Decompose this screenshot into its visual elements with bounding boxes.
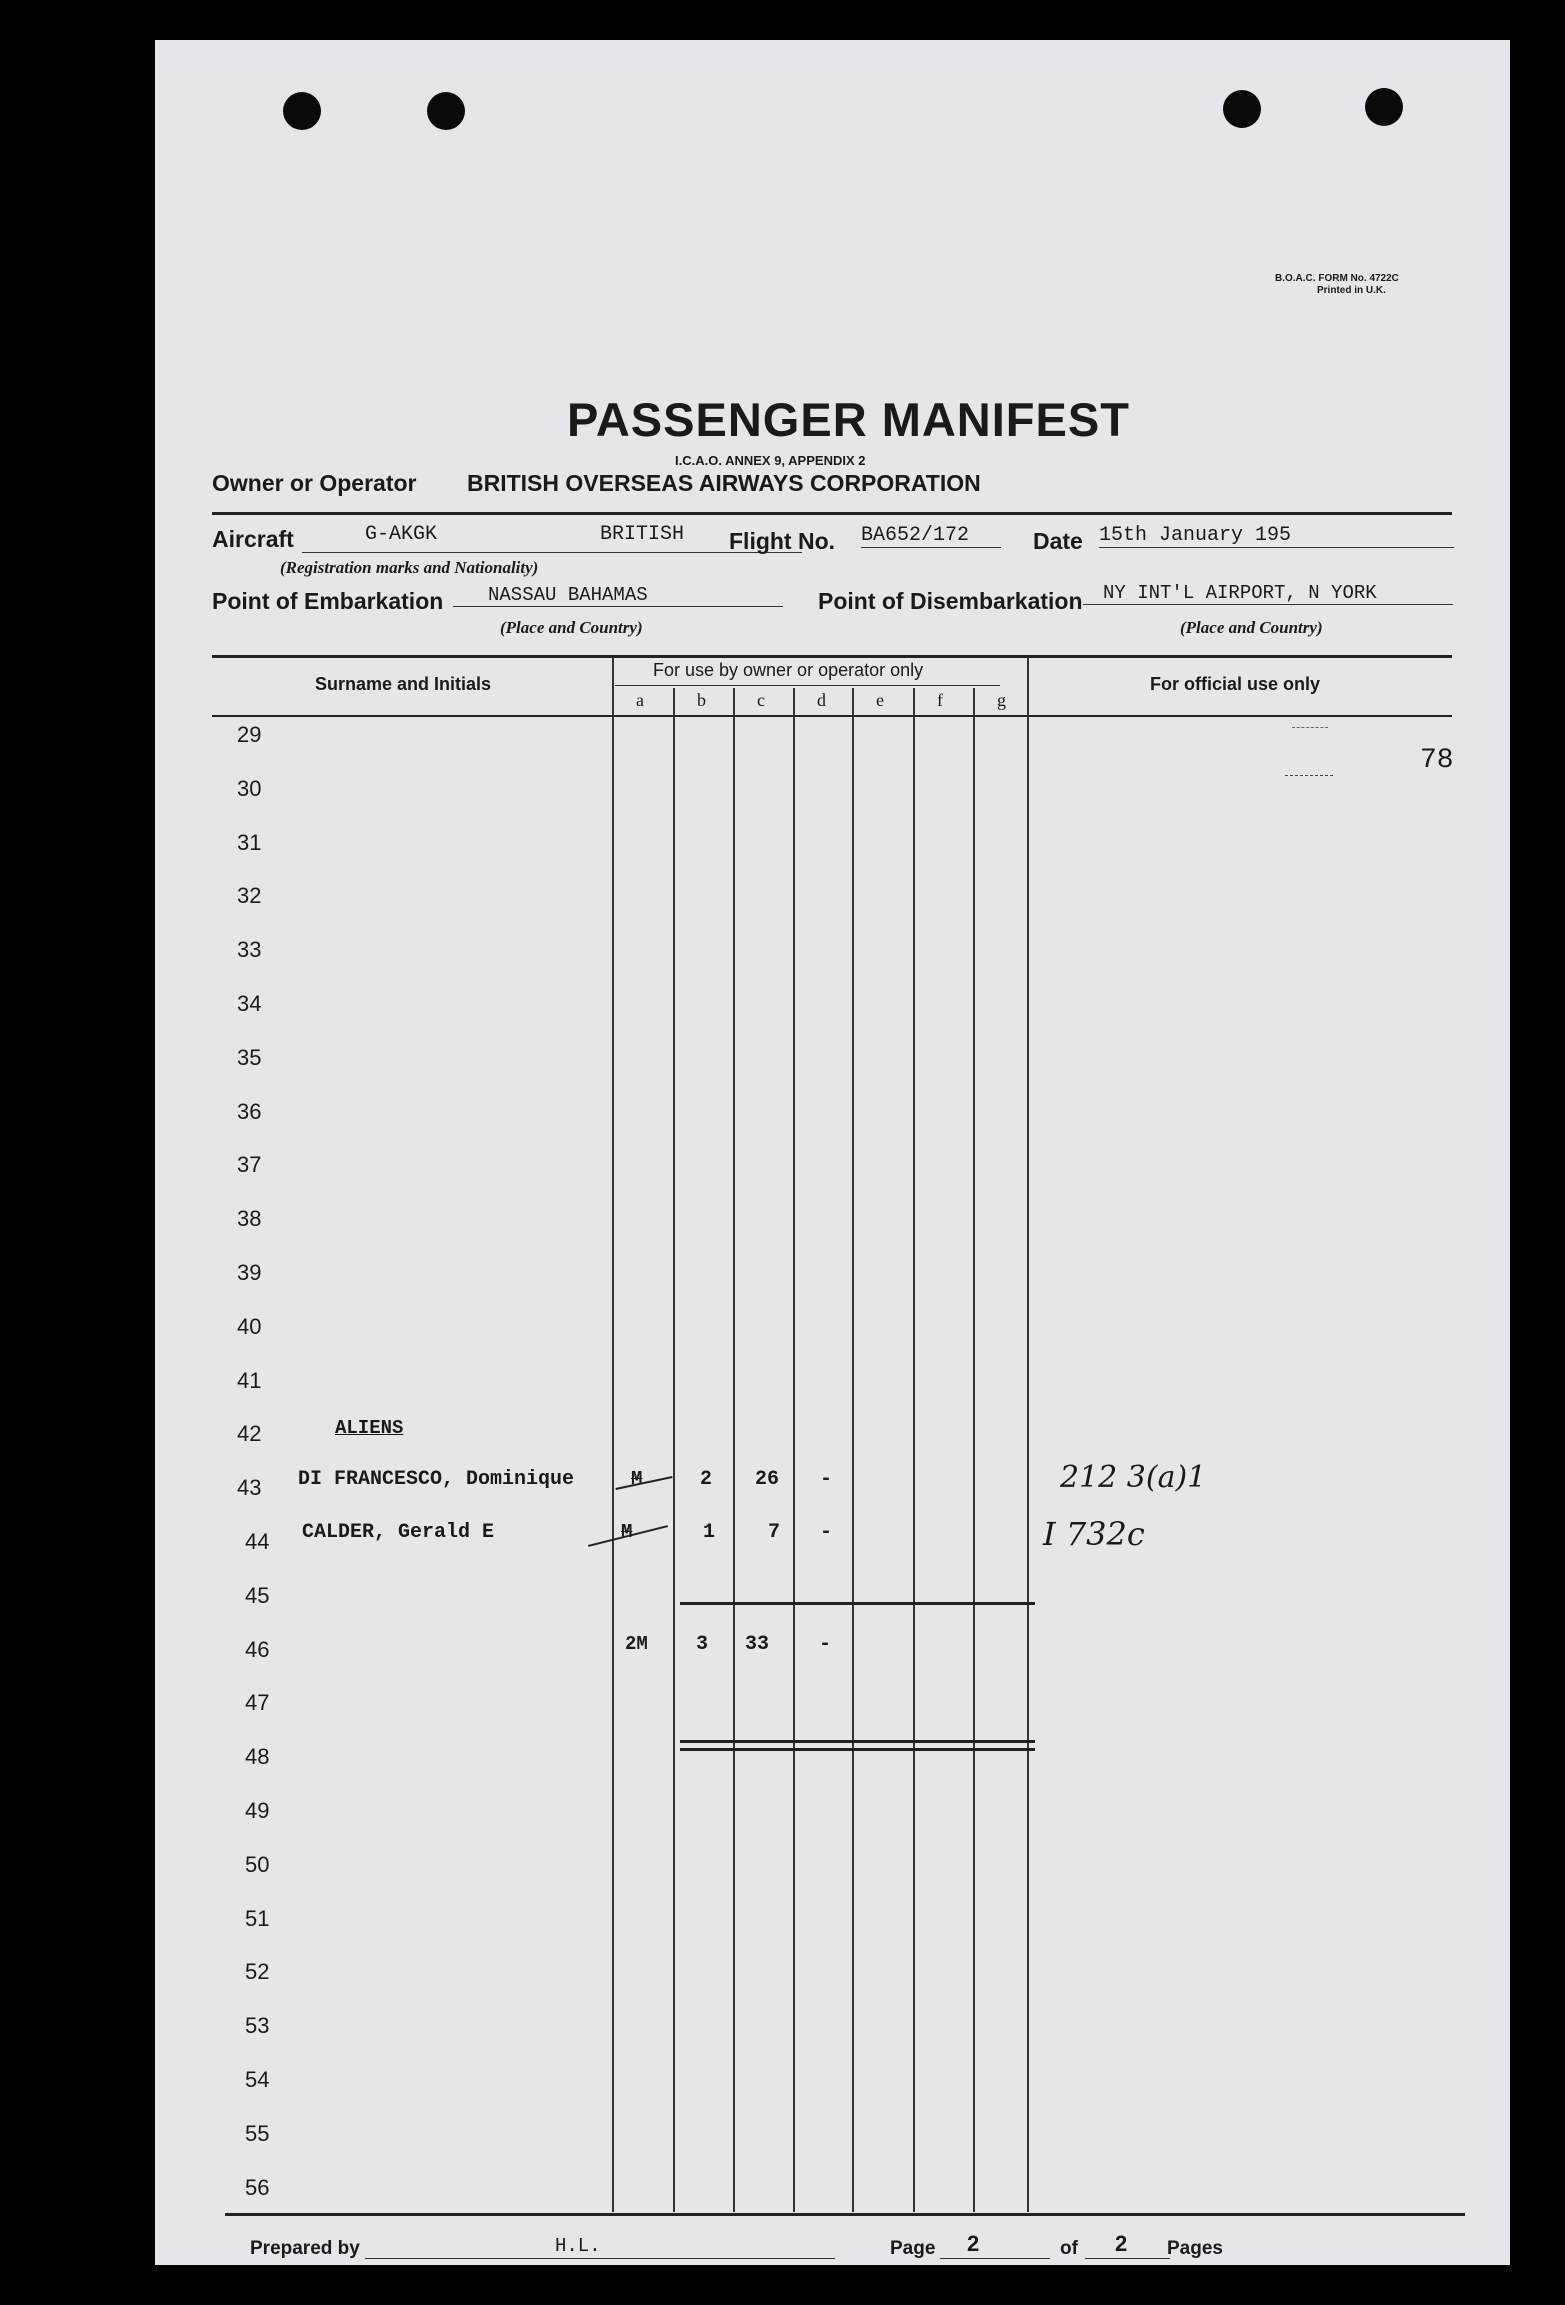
totals-top-line — [680, 1602, 1035, 1605]
column-line — [733, 688, 735, 2212]
row-number: 51 — [245, 1906, 270, 1931]
passenger-name: DI FRANCESCO, Dominique — [298, 1468, 575, 1491]
header-operator: For use by owner or operator only — [653, 660, 924, 680]
row-number: 33 — [237, 937, 262, 962]
column-letter: e — [876, 690, 884, 710]
disembarkation-label: Point of Disembarkation — [818, 588, 1083, 614]
aircraft-label: Aircraft — [212, 526, 294, 552]
row-number: 32 — [237, 883, 262, 908]
flight-label: Flight No. — [729, 528, 836, 554]
page-value: 2 — [967, 2231, 980, 2256]
table-bottom-border — [225, 2213, 1465, 2216]
column-line — [973, 688, 975, 2212]
row-number: 56 — [245, 2175, 270, 2200]
row-number: 41 — [237, 1368, 262, 1393]
passenger-col-d: - — [820, 1468, 833, 1491]
date-value: 15th January 195 — [1099, 524, 1454, 548]
column-letter: a — [636, 690, 644, 710]
total-sex: 2M — [625, 1633, 648, 1655]
column-line — [673, 688, 675, 2212]
row-number: 50 — [245, 1852, 270, 1877]
total-adult-count: 3 — [696, 1633, 709, 1656]
printed-note: Printed in U.K. — [1317, 285, 1386, 296]
prepared-line — [365, 2258, 835, 2259]
row-number: 38 — [237, 1206, 262, 1231]
column-letter: f — [937, 690, 943, 710]
prepared-value: H.L. — [555, 2235, 601, 2257]
official-dash — [1292, 727, 1328, 728]
row-number: 48 — [245, 1744, 270, 1769]
totals-double-line — [680, 1748, 1035, 1751]
passenger-adult-count: 1 — [703, 1521, 716, 1544]
column-line — [793, 688, 795, 2212]
pages-line — [1085, 2258, 1170, 2259]
header-bottom-border — [212, 715, 1452, 717]
passenger-name: CALDER, Gerald E — [302, 1521, 495, 1544]
aircraft-nationality: BRITISH — [600, 523, 685, 546]
aircraft-caption: (Registration marks and Nationality) — [280, 558, 539, 577]
column-line — [913, 688, 915, 2212]
row-number: 55 — [245, 2121, 270, 2146]
total-bag-weight: 33 — [745, 1633, 770, 1656]
column-letter: d — [817, 690, 826, 710]
row-number: 43 — [237, 1475, 262, 1500]
passenger-sex: M — [631, 1468, 643, 1490]
manifest-page — [155, 40, 1510, 2265]
page-title: PASSENGER MANIFEST — [567, 393, 1130, 446]
totals-double-line — [680, 1740, 1035, 1743]
row-number: 49 — [245, 1798, 270, 1823]
passenger-bag-weight: 7 — [768, 1521, 781, 1544]
header-name: Surname and Initials — [315, 674, 492, 694]
row-number: 53 — [245, 2013, 270, 2038]
column-line — [852, 688, 854, 2212]
page-subtitle: I.C.A.O. ANNEX 9, APPENDIX 2 — [675, 453, 866, 468]
form-number: B.O.A.C. FORM No. 4722C — [1275, 273, 1399, 284]
row-number: 45 — [245, 1583, 270, 1608]
pages-value: 2 — [1115, 2231, 1128, 2256]
strike-mark — [615, 1476, 672, 1490]
column-letter: b — [697, 690, 706, 710]
embarkation-caption: (Place and Country) — [500, 618, 643, 637]
passenger-bag-weight: 26 — [755, 1468, 780, 1491]
punch-hole — [427, 92, 465, 130]
embarkation-label: Point of Embarkation — [212, 588, 444, 614]
row-number: 39 — [237, 1260, 262, 1285]
row-number: 46 — [245, 1637, 270, 1662]
row-number: 37 — [237, 1152, 262, 1177]
punch-hole — [283, 92, 321, 130]
passenger-adult-count: 2 — [700, 1468, 713, 1491]
row-number: 29 — [237, 722, 262, 747]
owner-value: BRITISH OVERSEAS AIRWAYS CORPORATION — [467, 470, 981, 496]
owner-label: Owner or Operator — [212, 470, 417, 496]
row-number: 47 — [245, 1690, 270, 1715]
passenger-official-note: I 732c — [1043, 1515, 1145, 1553]
table-top-border — [212, 655, 1452, 658]
row-number: 35 — [237, 1045, 262, 1070]
punch-hole — [1365, 88, 1403, 126]
column-letter: g — [997, 690, 1006, 710]
disembarkation-value: NY INT'L AIRPORT, N YORK — [1083, 582, 1453, 605]
passenger-official-note: 212 3(a)1 — [1060, 1460, 1207, 1495]
of-label: of — [1060, 2238, 1078, 2259]
divider — [212, 512, 1452, 515]
total-col-d: - — [819, 1633, 832, 1656]
row-number: 36 — [237, 1099, 262, 1124]
row-number: 34 — [237, 991, 262, 1016]
row-number: 54 — [245, 2067, 270, 2092]
official-dash — [1285, 775, 1333, 776]
flight-value: BA652/172 — [861, 524, 1001, 548]
disembarkation-caption: (Place and Country) — [1180, 618, 1323, 637]
punch-hole — [1223, 90, 1261, 128]
aircraft-registration: G-AKGK — [365, 523, 438, 546]
aircraft-line — [302, 552, 802, 553]
page-line — [940, 2258, 1050, 2259]
row-number: 40 — [237, 1314, 262, 1339]
pages-label: Pages — [1167, 2238, 1223, 2259]
row-number: 44 — [245, 1529, 270, 1554]
row-number: 30 — [237, 776, 262, 801]
page-label: Page — [890, 2238, 936, 2259]
header-operator-underline — [615, 685, 1000, 686]
column-line — [612, 657, 614, 2212]
row-number: 52 — [245, 1959, 270, 1984]
passenger-col-d: - — [820, 1521, 833, 1544]
column-letter: c — [757, 690, 765, 710]
embarkation-value: NASSAU BAHAMAS — [453, 584, 783, 607]
header-official: For official use only — [1150, 674, 1321, 694]
section-label: ALIENS — [335, 1417, 404, 1439]
row-number: 31 — [237, 830, 262, 855]
date-label: Date — [1033, 528, 1083, 554]
row-number: 42 — [237, 1421, 262, 1446]
passenger-sex: M — [621, 1521, 633, 1543]
column-line — [1027, 657, 1029, 2212]
prepared-label: Prepared by — [250, 2238, 360, 2259]
official-note: 78 — [1420, 745, 1454, 776]
